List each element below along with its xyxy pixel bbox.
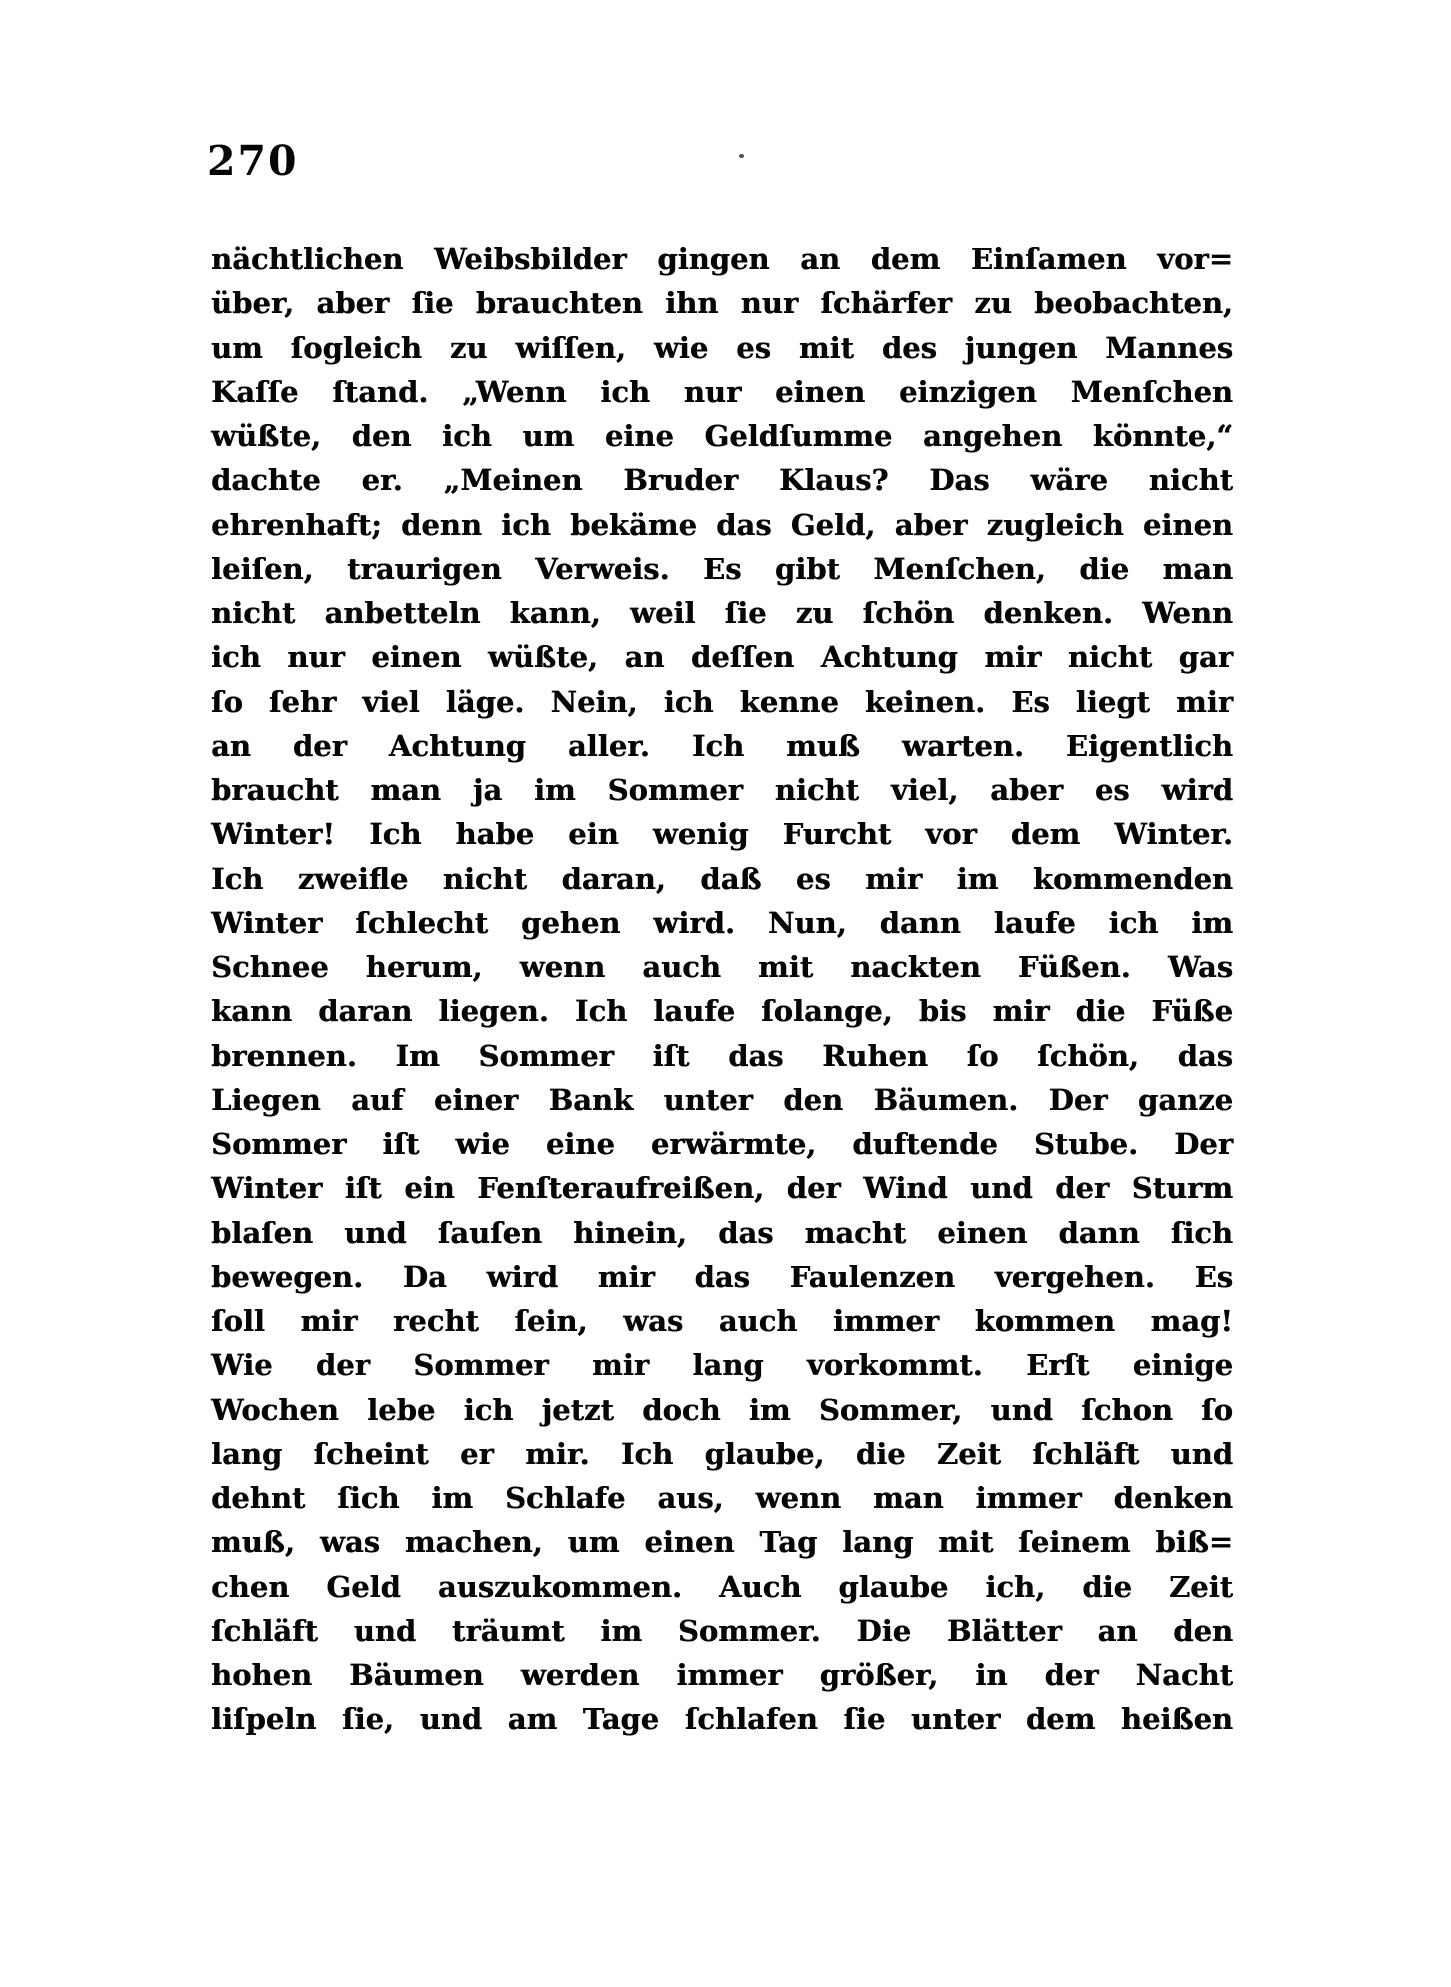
text-line: ich nur einen wüßte, an deſſen Achtung mir nicht gar — [211, 640, 1233, 675]
text-line: Sommer iſt wie eine erwärmte, duftende Stube. Der — [211, 1127, 1233, 1161]
text-line: Winter iſt ein Fenſteraufreißen, der Wind und der Sturm — [211, 1171, 1233, 1206]
text-line: Kaſſe ſtand. „Wenn ich nur einen einzigen Menſchen — [211, 374, 1233, 409]
text-line: nächtlichen Weibsbilder gingen an dem Einſamen vor= — [211, 242, 1233, 276]
page-number: 270 — [207, 137, 299, 185]
text-line: Winter ſchlecht gehen wird. Nun, dann laufe ich im — [211, 905, 1233, 940]
text-line: dachte er. „Meinen Bruder Klaus? Das wäre nicht — [211, 463, 1233, 498]
text-line: blaſen und ſauſen hinein, das macht einen dann ſich — [211, 1215, 1233, 1250]
text-line: ſoll mir recht ſein, was auch immer kommen mag! — [211, 1304, 1233, 1338]
text-line: Liegen auf einer Bank unter den Bäumen. Der ganze — [211, 1082, 1233, 1117]
page-text — [211, 237, 1233, 1742]
text-line: nicht anbetteln kann, weil ſie zu ſchön denken. Wenn — [211, 596, 1233, 630]
text-line: hohen Bäumen werden immer größer, in der Nacht — [211, 1658, 1233, 1692]
text-line: um ſogleich zu wiſſen, wie es mit des jungen Mannes — [211, 330, 1233, 365]
text-line: Wochen lebe ich jetzt doch im Sommer, und ſchon ſo — [211, 1392, 1233, 1427]
text-line: dehnt ſich im Schlafe aus, wenn man immer denken — [211, 1481, 1233, 1515]
text-line: Wie der Sommer mir lang vorkommt. Erſt einige — [211, 1348, 1233, 1383]
text-line: Schnee herum, wenn auch mit nackten Füßen. Was — [211, 950, 1233, 984]
text-line: lang ſcheint er mir. Ich glaube, die Zeit ſchläft und — [211, 1436, 1233, 1471]
text-line: Ich zweifle nicht daran, daß es mir im kommenden — [211, 861, 1233, 896]
text-line: ſo ſehr viel läge. Nein, ich kenne keinen. Es liegt mir — [211, 684, 1233, 719]
text-line: kann daran liegen. Ich laufe ſolange, bis mir die Füße — [211, 994, 1233, 1029]
text-line: chen Geld auszukommen. Auch glaube ich, die Zeit — [211, 1569, 1233, 1604]
text-line: ehrenhaft; denn ich bekäme das Geld, aber zugleich einen — [211, 507, 1233, 542]
text-line: brennen. Im Sommer iſt das Ruhen ſo ſchön, das — [211, 1038, 1233, 1073]
text-line: über, aber ſie brauchten ihn nur ſchärfer zu beobachten, — [211, 286, 1233, 321]
text-line: bewegen. Da wird mir das Faulenzen vergehen. Es — [211, 1259, 1233, 1294]
scan-artifact-dot — [739, 154, 744, 158]
text-line: Winter! Ich habe ein wenig Furcht vor dem Winter. — [211, 817, 1233, 852]
text-line: muß, was machen, um einen Tag lang mit ſeinem biß= — [211, 1525, 1233, 1560]
text-line: ſchläft und träumt im Sommer. Die Blätter an den — [211, 1613, 1233, 1648]
text-line: wüßte, den ich um eine Geldſumme angehen könnte,“ — [211, 419, 1233, 453]
text-line: leiſen, traurigen Verweis. Es gibt Menſchen, die man — [211, 551, 1233, 586]
text-line: braucht man ja im Sommer nicht viel, aber es wird — [211, 773, 1233, 807]
text-line: an der Achtung aller. Ich muß warten. Eigentlich — [211, 728, 1233, 763]
text-line: liſpeln ſie, und am Tage ſchlafen ſie unter dem heißen — [211, 1702, 1233, 1737]
